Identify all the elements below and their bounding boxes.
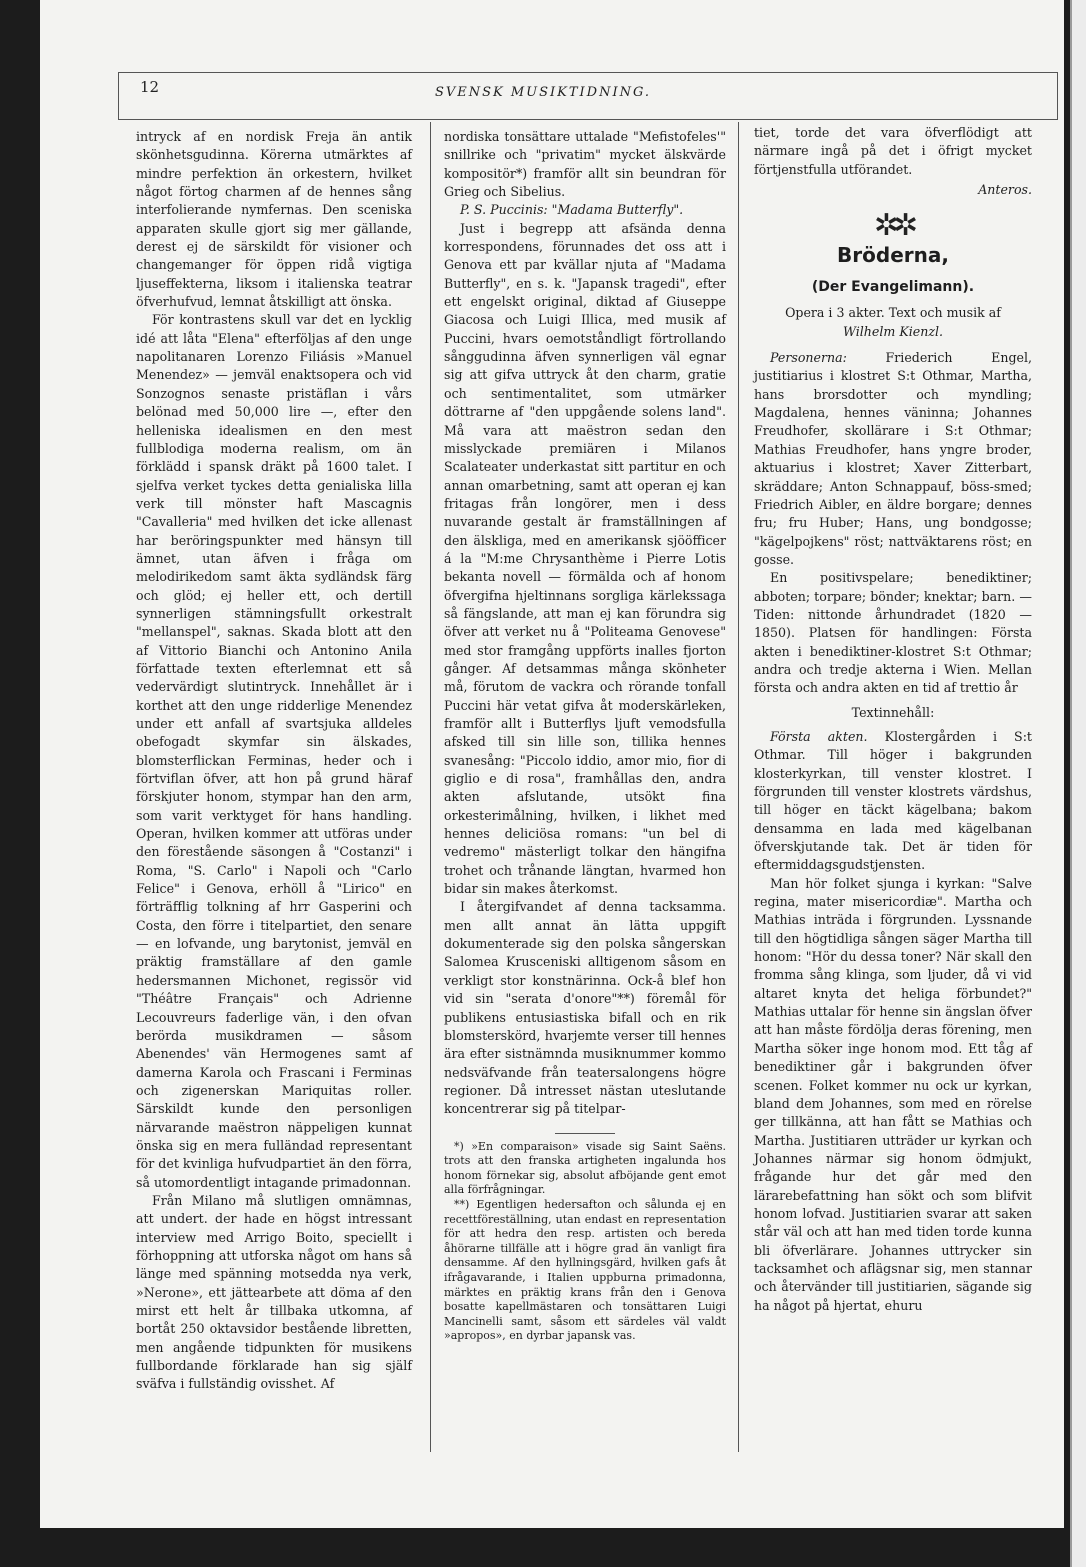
section-heading: Textinnehåll: — [851, 704, 935, 720]
column-2 — [444, 128, 726, 1344]
article-subtitle: (Der Evangelimann). — [811, 279, 975, 296]
col2-paragraph-1: nordiska tonsättare uttalade "Mefistofeles'" snillrike och "privatim" mycket älskvärde kompositör*) framför allt sin beundran för Grieg och Sibelius. — [444, 129, 726, 200]
personae-label: Personerna: — [770, 350, 847, 366]
column-rule-2 — [738, 122, 739, 1452]
col2-postscript: P. S. Puccinis: "Madama Butterfly". — [460, 202, 684, 218]
header-rule-bottom — [118, 119, 1058, 120]
col1-paragraph-3: Från Milano må slutligen omnämnas, att undert. der hade en högst intressant interview med Arrigo Boito, speciellt i förhoppning att utforska något om hans så länge med spänning motsedda nya verk, »Nerone», ett jättearbete att döma af den mirst ett helt år tillbaka utkomna, af bortåt 250 oktavsidor bestående libretten, men angående tidpunkten för musikens fullbordande förklarade han sig själf sväfva i fullständig ovisshet. Af — [136, 1192, 412, 1392]
column-3 — [754, 124, 1032, 1315]
opera-author: Wilhelm Kienzl. — [843, 323, 943, 339]
footnote-1: *) »En comparaison» visade sig Saint Saëns. trots att den franska artigheten ingalunda hos honom förnekar sig, absolut afböjande gent emot alla förfrågningar. — [444, 1139, 726, 1197]
col3-paragraph-2: En positivspelare; benediktiner; abboten; torpare; bönder; knektar; barn. — Tiden: nittonde århundradet (1820 —1850). Platsen för handlingen: Första akten i benediktiner-klostret S:t Othmar; andra och tredje akterna i Wien. Mellan första och andra akten en tid af trettio år — [754, 570, 1032, 696]
col3-intro: tiet, torde det vara öfverflödigt att närmare ingå på det i öfrigt mycket förtjenstfulla utförandet. — [754, 125, 1032, 177]
signature: Anteros. — [978, 182, 1032, 198]
column-rule-1 — [430, 122, 431, 1452]
act-text: Klostergården i S:t Othmar. Till höger i bakgrunden klosterkyrkan, till venster klostret. I förgrunden till venster klostrets värdshus, till höger en täckt kägelbana; bakom densamma en lada med kägelbanan öfverskjutande tak. Det är tiden för eftermiddagsgudstjensten. — [754, 728, 1032, 873]
personae-paragraph — [754, 349, 1032, 569]
header-rule-right — [1057, 72, 1058, 120]
ornament-icon: ✲✲ — [873, 208, 913, 244]
article-title: Bröderna, — [837, 242, 949, 267]
personae-text: Friederich Engel, justitiarius i klostret S:t Othmar, Martha, hans brorsdotter och myndling; Magdalena, hennes väninna; Johannes Freudhofer, skollärare i S:t Othmar; Mathias Freudhofer, hans yngre broder, aktuarius i klostret; Xaver Zitterbart, skräddare; Anton Schnappauf, böss-smed; Friedrich Aibler, en äldre borgare; dennes fru; fru Huber; Hans, ung bondgosse; "kägelpojkens" röst; nattväktarens röst; en gosse. — [754, 350, 1032, 567]
act-label: Första akten. — [770, 728, 868, 744]
col1-paragraph-2: För kontrastens skull var det en lycklig idé att låta "Elena" efterföljas af den unge napolitanaren Lorenzo Filiásis »Manuel Menendez» — jemväl enaktsopera och vid Sonzognos senaste pristäflan i vårs belönad med 50,000 lire —, efter den helleniska idealismen en den mest fullblodiga moderna realism, om än förklädd i spansk dräkt på 1600 talet. I sjelfva verket tyckes detta genialiska lilla verk till mönster haft Mascagnis "Cavalleria" med hvilken det icke allenast har beröringspunkter med hänsyn till ämnet, utan äfven i fråga om melodirikedom samt äkta sydländsk färg och glöd; ej heller ett, och dertill synnerligen stämningsfullt orkestralt "mellanspel", saknas. Skada blott att den af Vittorio Bianchi och Antonino Anila författade texten efterlemnat ett så vedervärdigt slutintryck. Innehållet är i korthet att den unge ridderlige Menendez under ett anfall af svartsjuka alldeles obefogadt skymfar sin älskades, blomsterflickan Ferminas, heder och i förtviflan öfver, att hon på grund häraf förskjuter honom, stympar han den arm, som varit verktyget för hans handling. Operan, hvilken kommer att utföras under den förestående säsongen å "Costanzi" i Roma, "S. Carlo" i Napoli och "Carlo Felice" i Genova, erhöll å "Lirico" en förträfflig tolkning af hrr Gasperini och Costa, den förre i titelpartiet, den senare — en lofvande, ung barytonist, jemväl en präktig framställare af den gamle hedersmannen Michonet, regissör vid "Théâtre Français" och Adrienne Lecouvreurs faderlige vän, i den ofvan berörda musikdramen — såsom Abenendes' vän Hermogenes samt af damerna Karola och Frascani i Ferminas och zigenerskan Mariquitas roller. Särskildt kunde den personligen närvarande maëstron näppeligen kunnat önska sig en mera fulländad representant för det kvinliga hufvudpartiet än den förra, så utomordentligt intagande primadonnan. — [136, 312, 412, 1190]
column-1 — [136, 128, 412, 1394]
act-paragraph — [754, 728, 1032, 875]
footnote-rule — [555, 1133, 615, 1134]
opera-line: Opera i 3 akter. Text och musik af — [785, 305, 1001, 321]
footnotes — [444, 1140, 726, 1344]
footnote-2: **) Egentligen hedersafton och sålunda ej en recettföreställning, utan endast en representation för att hedra den resp. artisten och bereda åhörarne tillfälle att i högre grad än vanligt fira densamme. Af den hyllningsgärd, hvilken gafs åt ifrågavarande, i Italien uppburna primadonna, märktes en präktig krans från den i Genova bosatte kapellmästaren och tonsättaren Luigi Mancinelli samt, såsom ett särdeles väl valdt »apropos», en dyrbar japansk vas. — [444, 1197, 726, 1343]
header-rule-top — [118, 72, 1058, 73]
col2-paragraph-2: Just i begrepp att afsända denna korrespondens, förunnades det oss att i Genova ett par kvällar njuta af "Madama Butterfly", en s. k. "Japansk tragedi", efter ett engelskt original, diktad af Giuseppe Giacosa och Luigi Illica, med musik af Puccini, hvars oemotståndligt förtrollando sånggudinna äfven synnerligen väl egnar sig att gifva uttryck åt den charm, gratie och sentimentalitet, som utmärker döttrarne af "den uppgående solens land". Må vara att maëstron sedan den misslyckade premiären i Milanos Scalateater underkastat sitt partitur en och annan omarbetning, samt att operan ej kan fritagas från longörer, men i dess nuvarande gestalt är framställningen af den älskliga, med en amerikansk sjööfficer á la "M:me Chrysanthème i Pierre Lotis bekanta novell — förmälda och af honom öfvergifna hjeltinnans sorgliga kärlekssaga så fängslande, att man ej kan förundra sig öfver att verket nu å "Politeama Genovese" med stor framgång uppförts inalles fjorton gånger. Af detsammas många skönheter må, förutom de vackra och rörande tonfall Puccini här vetat gifva åt moderskärleken, framför allt i Butterflys ljuft vemodsfulla afsked till sin lille son, tillika hennes svanesång: "Piccolo iddio, amor mio, fior di giglio e di rosa", framhållas den, andra akten afslutande, utsökt fina orkesterimålning, hvilken, i likhet med hennes deliciösa romans: "un bel di vedremo" mästerligt tolkar den hängifna trohet och trånande längtan, hvarmed hon bidar sin makes återkomst. — [444, 220, 726, 897]
page-edge — [1070, 0, 1086, 1567]
running-title: SVENSK MUSIKTIDNING. — [434, 85, 652, 100]
col1-paragraph-1: intryck af en nordisk Freja än antik skönhetsgudinna. Körerna utmärktes af mindre perfektion än orkestern, hvilket något förtog charmen af de hennes sång interfolierande nymfernas. Den sceniska apparaten skulle gjort sig mer gällande, derest ej de särskildt för visioner och changemanger för öppen ridå vigtiga ljuseffekterna, liksom i italienska teatrar öfverhufvud, lemnat åtskilligt att önska. — [136, 129, 412, 310]
page-number: 12 — [140, 78, 160, 96]
col3-paragraph-4: Man hör folket sjunga i kyrkan: "Salve regina, mater misericordiæ". Martha och Mathias inträda i förgrunden. Lyssnande till den högtidliga sången säger Martha till honom: "Hör du dessa toner? När skall den fromma sång klinga, som ljuder, då vi vid altaret knyta det heliga förbundet?" Mathias uttalar för henne sin ängslan öfver att han måste fördölja deras förening, men Martha söker inge honom mod. Ett tåg af benediktiner går i bakgrunden öfver scenen. Folket kommer nu ock ur kyrkan, bland dem Johannes, som med en rörelse ger tillkänna, att han fått se Mathias och Martha. Justitiaren utträder ur kyrkan och Johannes närmar sig honom ödmjukt, frågande hur det går med den lärarebefattning han sökt och som blifvit honom lofvad. Justitiarien svarar att saken står väl och att han med tiden torde kunna bli öfverlärare. Johannes uttrycker sin tacksamhet och aflägsnar sig, men stannar och återvänder till justitiarien, sägande sig ha något på hjertat, ehuru — [754, 875, 1032, 1313]
col2-paragraph-3: I återgifvandet af denna tacksamma. men allt annat än lätta uppgift dokumenterade sig den polska sångerskan Salomea Krusceniski alltigenom såsom en verkligt stor konstnärinna. Ock-å blef hon vid sin "serata d'onore"**) föremål för publikens entusiastiska bifall och en rik blomsterskörd, hvarjemte verser till hennes ära efter sistnämnda musiknummer kommo nedsväfvande från teatersalongens högre regioner. Då intresset nästan uteslutande koncentrerar sig på titelpar- — [444, 899, 726, 1117]
header-rule-left — [118, 72, 119, 120]
